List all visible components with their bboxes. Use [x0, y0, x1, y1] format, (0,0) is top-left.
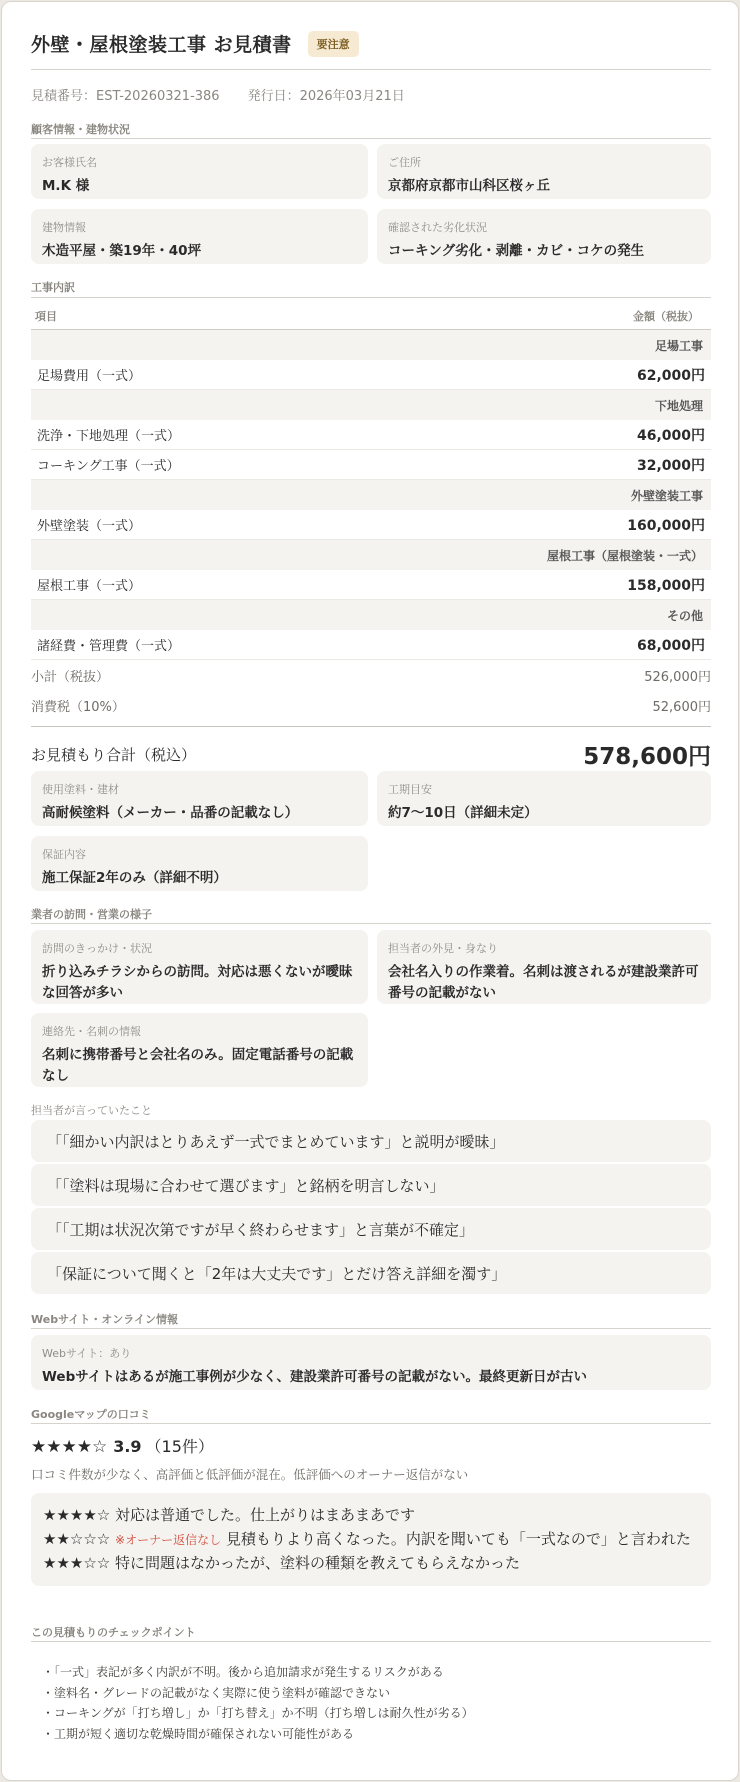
table-row [31, 360, 711, 390]
web-card [31, 1335, 711, 1390]
grand-total [31, 738, 711, 771]
review-stars-icon: ★★☆☆☆ [43, 1529, 111, 1548]
item-amount: 32,000円 [636, 457, 705, 474]
table-row [31, 450, 711, 480]
customer-name: M.K 様 [42, 178, 90, 194]
quote-item: 「保証について聞くと「2年は大丈夫です」とだけ答え詳細を濁す」 [31, 1252, 711, 1294]
quote-item: 「「塗料は現場に合わせて選びます」と銘柄を明言しない」 [31, 1164, 711, 1206]
divider [31, 138, 711, 139]
quote-item: 「「細かい内訳はとりあえず一式でまとめています」と説明が曖昧」 [31, 1120, 711, 1162]
review-stars-icon: ★★★★☆ [43, 1506, 111, 1524]
review-item [43, 1528, 699, 1553]
item-amount: 62,000円 [636, 367, 705, 384]
item-amount: 68,000円 [636, 637, 705, 654]
table-row [31, 630, 711, 660]
item-label: コーキング工事（一式） [37, 459, 180, 474]
contact-info: 名刺に携帯番号と会社名のみ。固定電話番号の記載なし [42, 1047, 354, 1084]
item-label: 諸経費・管理費（一式） [37, 639, 181, 654]
reviews-box [31, 1493, 711, 1586]
category-row: 足場工事 [31, 330, 711, 360]
col-item: 項目 [35, 309, 57, 323]
divider [31, 1641, 711, 1642]
divider [31, 297, 711, 298]
category-row: 外壁塗装工事 [31, 480, 711, 510]
table-row [31, 420, 711, 450]
warning-badge: 要注意 [308, 31, 359, 57]
item-amount: 46,000円 [636, 427, 705, 444]
review-item [43, 1552, 699, 1576]
customer-name-card [31, 144, 368, 199]
tax-value: 52,600円 [652, 699, 711, 715]
issue-date: 発行日：2026年03月21日 [247, 89, 405, 104]
owner-no-reply-flag: ※オーナー返信なし [115, 1532, 222, 1547]
review-text: 特に問題はなかったが、塗料の種類を教えてもらえなかった [115, 1554, 521, 1572]
field-label: 建物情報 [42, 221, 86, 234]
rating-count: （15件） [145, 1437, 214, 1456]
item-label: 外壁塗装（一式） [37, 519, 142, 534]
section-title-work: 工事内訳 [31, 281, 75, 294]
field-label: ご住所 [388, 156, 421, 169]
estimate-number: 見積番号：EST-20260321-386 [31, 89, 220, 104]
field-label: 連絡先・名刺の情報 [42, 1025, 141, 1038]
review-item [43, 1504, 699, 1528]
checkpoint-item: ・コーキングが「打ち増し」か「打ち替え」か不明（打ち増しは耐久性が劣る） [42, 1706, 474, 1720]
category-row: その他 [31, 600, 711, 630]
reviews-note: 口コミ件数が少なく、高評価と低評価が混在。低評価へのオーナー返信がない [31, 1467, 469, 1482]
checkpoint-item: ・工期が短く適切な乾燥時間が確保されない可能性がある [42, 1726, 355, 1741]
period-card [377, 771, 711, 826]
table-header [31, 302, 711, 330]
item-label: 屋根工事（一式） [37, 579, 142, 594]
field-label: 使用塗料・建材 [42, 783, 119, 796]
warranty-info: 施工保証2年のみ（詳細不明） [42, 870, 227, 886]
rating-summary [31, 1434, 214, 1457]
section-title-quotes: 担当者が言っていたこと [31, 1104, 152, 1117]
section-title-customer: 顧客情報・建物状況 [31, 123, 130, 136]
checkpoint-list [42, 1662, 474, 1744]
field-label: 工期目安 [388, 783, 432, 796]
section-title-checkpoints: この見積もりのチェックポイント [31, 1626, 196, 1639]
field-label: 確認された劣化状況 [388, 221, 487, 234]
item-label: 洗浄・下地処理（一式） [37, 429, 181, 444]
review-text: 対応は普通でした。仕上がりはまあまあです [115, 1506, 416, 1524]
estimate-sheet [1, 1, 739, 1781]
item-amount: 158,000円 [627, 577, 705, 594]
divider [31, 1328, 711, 1329]
category-row: 屋根工事（屋根塗装・一式） [31, 540, 711, 570]
rating-stars-icon: ★★★★☆ [31, 1437, 108, 1457]
table-row [31, 510, 711, 540]
divider [31, 726, 711, 727]
review-text: 見積もりより高くなった。内訳を聞いても「一式なので」と言われた [225, 1529, 691, 1548]
total-label: お見積もり合計（税込） [31, 746, 197, 764]
section-title-google: Googleマップの口コミ [31, 1408, 151, 1421]
web-info: Webサイトはあるが施工事例が少なく、建設業許可番号の記載がない。最終更新日が古い [42, 1369, 588, 1385]
item-label: 足場費用（一式） [37, 369, 142, 384]
address-card [377, 144, 711, 199]
subtotal-row [31, 660, 711, 690]
divider [31, 1423, 711, 1424]
field-label: 担当者の外見・身なり [388, 942, 498, 955]
category-row: 下地処理 [31, 390, 711, 420]
total-value: 578,600円 [583, 744, 711, 770]
table-row [31, 570, 711, 600]
warranty-card [31, 836, 368, 891]
subtotal-label: 小計（税抜） [31, 669, 110, 685]
col-amount: 金額（税抜） [633, 309, 699, 323]
field-label: お客様氏名 [42, 156, 97, 169]
tax-label: 消費税（10%） [31, 699, 125, 715]
damage-card [377, 209, 711, 264]
field-label: 訪問のきっかけ・状況 [42, 942, 152, 955]
visit-trigger-card [31, 930, 368, 1004]
building-info: 木造平屋・築19年・40坪 [42, 243, 202, 259]
estimate-meta [31, 85, 405, 104]
header [31, 30, 359, 57]
field-label: Webサイト：あり [42, 1347, 132, 1360]
divider [31, 69, 711, 70]
checkpoint-item: ・塗料名・グレードの記載がなく実際に使う塗料が確認できない [42, 1685, 391, 1700]
address: 京都府京都市山科区桜ヶ丘 [388, 178, 550, 194]
contact-card [31, 1013, 368, 1087]
divider [31, 923, 711, 924]
field-label: 保証内容 [42, 848, 86, 861]
section-title-web: Webサイト・オンライン情報 [31, 1313, 178, 1326]
appearance: 会社名入りの作業着。名刺は渡されるが建設業許可番号の記載がない [388, 964, 699, 1001]
tax-row [31, 690, 711, 720]
quote-item: 「「工期は状況次第ですが早く終わらせます」と言葉が不確定」 [31, 1208, 711, 1250]
paint-card [31, 771, 368, 826]
section-title-visit: 業者の訪問・営業の様子 [31, 908, 152, 921]
period-info: 約7〜10日（詳細未定） [388, 805, 538, 821]
visit-trigger: 折り込みチラシからの訪問。対応は悪くないが曖昧な回答が多い [42, 964, 353, 1001]
review-stars-icon: ★★★☆☆ [43, 1554, 111, 1572]
work-table [31, 302, 711, 720]
subtotal-value: 526,000円 [644, 669, 711, 685]
page-title: 外壁・屋根塗装工事 お見積書 [31, 34, 292, 56]
appearance-card [377, 930, 711, 1004]
item-amount: 160,000円 [627, 517, 705, 534]
paint-info: 高耐候塗料（メーカー・品番の記載なし） [42, 805, 299, 821]
building-card [31, 209, 368, 264]
checkpoint-item: ・「一式」表記が多く内訳が不明。後から追加請求が発生するリスクがある [42, 1665, 444, 1679]
rating-score: 3.9 [113, 1437, 142, 1456]
damage-status: コーキング劣化・剥離・カビ・コケの発生 [388, 243, 645, 259]
